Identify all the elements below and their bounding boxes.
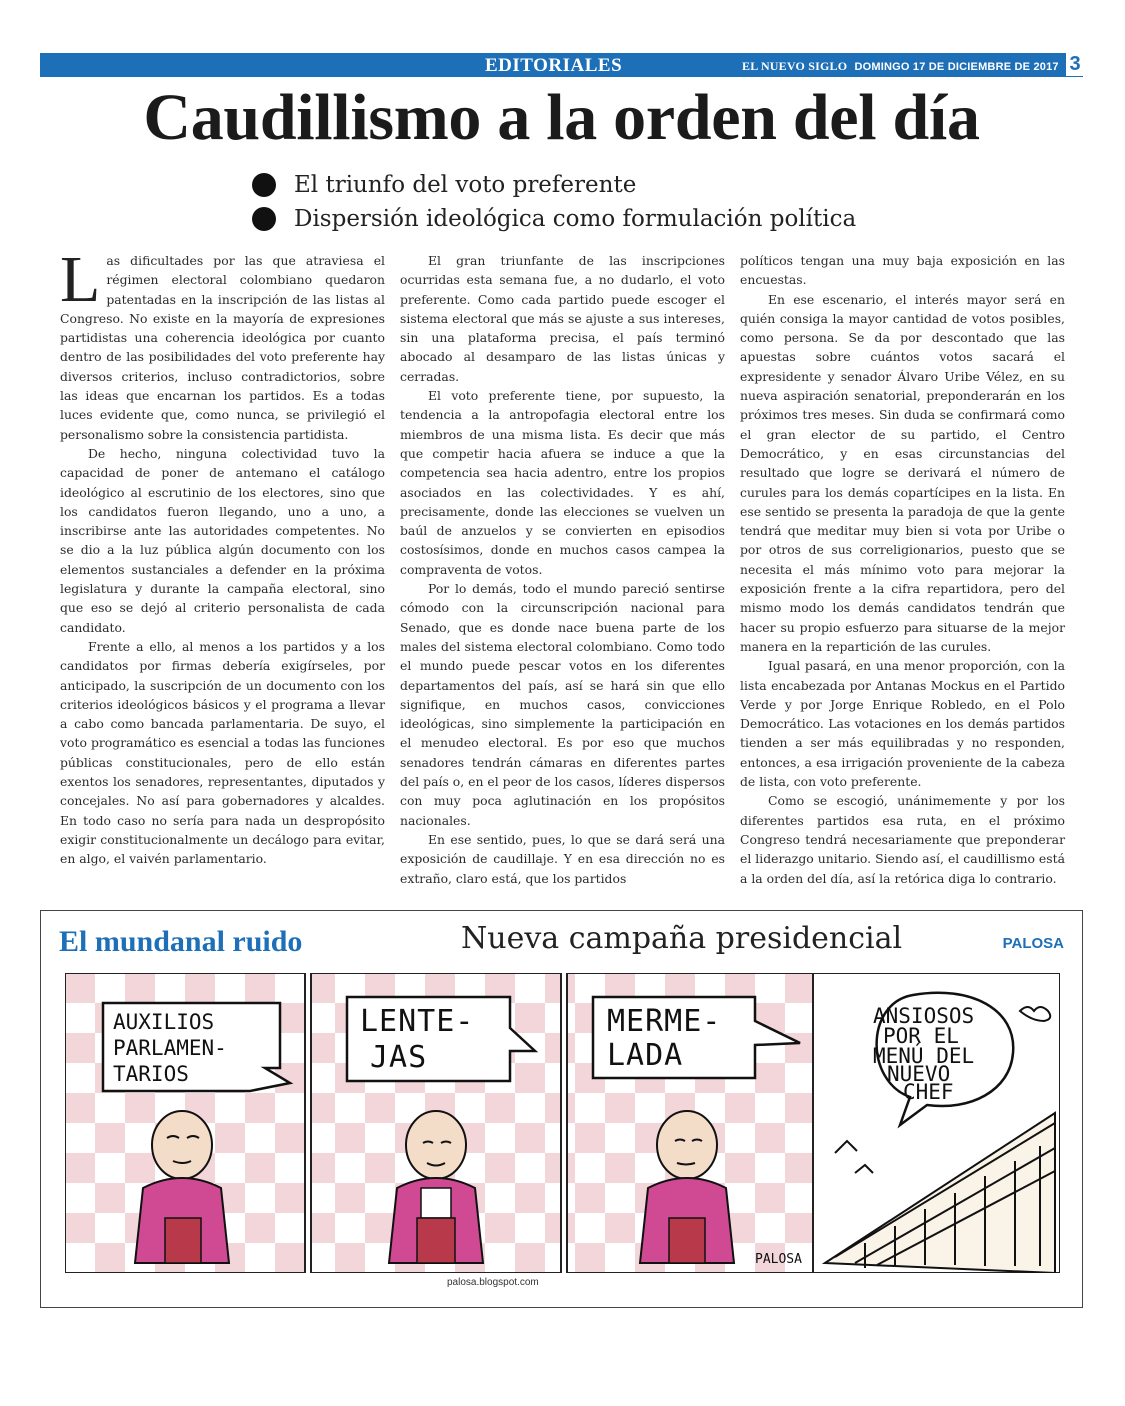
paragraph: Como se escogió, unánimemente y por los diferentes partidos esa ruta, en el próximo Congreso tendrá necesariamente que preponderar el liderazgo unitario. Siendo así, el caudillismo está a la orden del día, así la retórica diga lo contrario. <box>740 793 1065 886</box>
comic-strip <box>65 973 1060 1273</box>
paragraph: De hecho, ninguna colectividad tuvo la capacidad de poner de antemano el catálogo ideológico al escrutinio de los electores, sino que los candidatos fueron llegando, uno a uno, a inscribirse ante las autoridades competentes. No se dio a la luz pública algún documento con los elementos sustanciales a defender en la próxima legislatura y durante la campaña electoral, sino que eso se dejó al criterio personalista de cada candidato. <box>60 445 385 635</box>
masthead <box>742 59 1059 74</box>
newspaper-name: EL NUEVO SIGLO <box>742 59 848 73</box>
artist-signature: PALOSA <box>755 1252 802 1267</box>
bubble-text-line: LADA <box>607 1038 684 1073</box>
comic-panel-1 <box>65 973 305 1273</box>
comic-panel-4 <box>813 973 1060 1273</box>
paragraph: En ese escenario, el interés mayor será en quién consiga la mayor cantidad de votos posibles, como persona. Se da por descontado que las apuestas sobre cuántos votos sacará el expresidente y senador Álvaro Uribe Vélez, en su nueva aspiración senatorial, preponderarán en los próximos tres meses. Sin duda se confirmará como el gran elector de su partido, el Centro Democrático, y en esas circunstancias del resultado que logre se derivará el número de curules para los demás copartícipes en la lista. En ese sentido se presenta la paradoja de que la gente tendrá que meditar muy bien si vota por Uribe o por otros de sus correligionarios, puesto que se necesita el más mínimo voto para mejorar la exposición frente a la cifra repartidora, pero del mismo modo los demás candidatos tendrán que hacer su propio esfuerzo para situarse de la mejor manera en la repartición de las curules. <box>740 291 1065 654</box>
subhead-item <box>252 202 856 236</box>
paragraph <box>60 243 385 444</box>
paragraph: El gran triunfante de las inscripciones ocurridas esta semana fue, a no dudarlo, el voto preferente. Como cada partido puede escoger el sistema electoral que más se ajuste a sus intereses, sin una plataforma precisa, el país terminó abocado al desamparo de las listas únicas y cerradas. <box>400 253 725 384</box>
paragraph: El voto preferente tiene, por supuesto, la tendencia a la antropofagia electoral entre los miembros de una misma lista. Es decir que más que competir hacia afuera se induce a que la competencia sea hacia adentro, entre los propios asociados en las colectividades. Y es ahí, precisamente, donde las elecciones se vuelven un baúl de anzuelos y se convierten en episodios costosísimos, donde en muchos casos campea la compraventa de votos. <box>400 388 725 577</box>
cartoon-credit: palosa.blogspot.com <box>447 1277 539 1288</box>
paragraph-text: as dificultades por las que atraviesa el régimen electoral colombiano quedaron patentadas en la inscripción de las listas al Congreso. No existe en la mayoría de expresiones partidistas una coherencia ideológica por cuanto dentro de las posibilidades del voto preferente hay diversos criterios, incluso contradictorios, sobre las ideas que encarnan los partidos. Es a todas luces evidente que, como nunca, se privilegió el personalismo sobre la consistencia partidista. <box>60 253 385 442</box>
drop-cap: L <box>60 243 101 316</box>
article-body <box>60 243 1065 891</box>
subheads-list <box>252 168 856 236</box>
comic-panel-3 <box>567 973 813 1273</box>
article-column-2 <box>400 251 725 891</box>
bubble-text-line: TARIOS <box>113 1062 189 1086</box>
article-headline: Caudillismo a la orden del día <box>143 81 980 154</box>
comic-panel-2 <box>311 973 561 1273</box>
bubble-text-line: AUXILIOS <box>113 1010 215 1034</box>
bubble-text-line: NUEVO <box>887 1062 951 1086</box>
subhead-text: Dispersión ideológica como formulación política <box>294 206 857 232</box>
bubble-text-line: ANSIOSOS <box>873 1004 975 1028</box>
bubble-text-line: CHEF <box>903 1080 954 1104</box>
bullet-icon <box>252 173 276 197</box>
article-column-1 <box>60 243 385 891</box>
page-number: 3 <box>1066 52 1084 76</box>
cartoon-title: Nueva campaña presidencial <box>461 921 903 956</box>
bubble-text-line: PARLAMEN- <box>113 1036 227 1060</box>
bubble-text-line: LENTE- <box>360 1004 475 1039</box>
paragraph: políticos tengan una muy baja exposición en las encuestas. <box>740 253 1065 288</box>
bubble-text-line: MERME- <box>607 1004 722 1039</box>
paragraph: En ese sentido, pues, lo que se dará será una exposición de caudillaje. Y en esa dirección no es extraño, claro está, que los partidos <box>400 831 725 886</box>
section-label: EDITORIALES <box>485 55 623 76</box>
paragraph: Igual pasará, en una menor proporción, con la lista encabezada por Antanas Mockus en el Partido Verde y por Jorge Enrique Robledo, en el Polo Democrático. Las votaciones en los demás partidos tienden a ser más equilibradas y no responden, entonces, a esa irrigación proveniente de la cabeza de lista, con voto preferente. <box>740 658 1065 790</box>
cartoon-author: PALOSA <box>1002 935 1064 952</box>
issue-date: DOMINGO 17 DE DICIEMBRE DE 2017 <box>854 61 1059 73</box>
bubble-text-line: JAS <box>370 1040 428 1075</box>
bubble-text-line: MENÚ DEL <box>873 1044 975 1068</box>
paragraph: Por lo demás, todo el mundo pareció sentirse cómodo con la circunscripción nacional para Senado, que es donde nace buena parte de los males del sistema electoral colombiano. Como todo el mundo puede pescar votos en los diferentes departamentos del país, así se hará sin que ello signifique, en muchos casos, convicciones ideológicas, sino simplemente la participación en el menudeo electoral. Es por eso que muchos senadores tendrán cámaras en diferentes partes del país o, en el peor de los casos, líderes dispersos con muy poca aglutinación en los propósitos nacionales. <box>400 581 725 828</box>
article-column-3 <box>740 251 1065 891</box>
cartoon-box <box>40 910 1083 1308</box>
subhead-item <box>252 168 856 202</box>
cartoon-section-title: El mundanal ruido <box>59 925 303 958</box>
paragraph: Frente a ello, al menos a los partidos y a los candidatos por firmas debería exigírseles, por anticipado, la suscripción de un documento con los criterios ideológicos básicos y el programa a llevar a cabo como bancada parlamentaria. De suyo, el voto programático es esencial a todas las funciones públicas constitucionales, pero de ello están exentos los senadores, representantes, diputados y concejales. No así para gobernadores y alcaldes. En todo caso no sería para nada un despropósito exigir constitucionalmente un decálogo para evitar, en algo, el vaivén parlamentario. <box>60 638 385 867</box>
bullet-icon <box>252 207 276 231</box>
subhead-text: El triunfo del voto preferente <box>294 172 637 198</box>
bubble-text-line: POR EL <box>883 1024 959 1048</box>
